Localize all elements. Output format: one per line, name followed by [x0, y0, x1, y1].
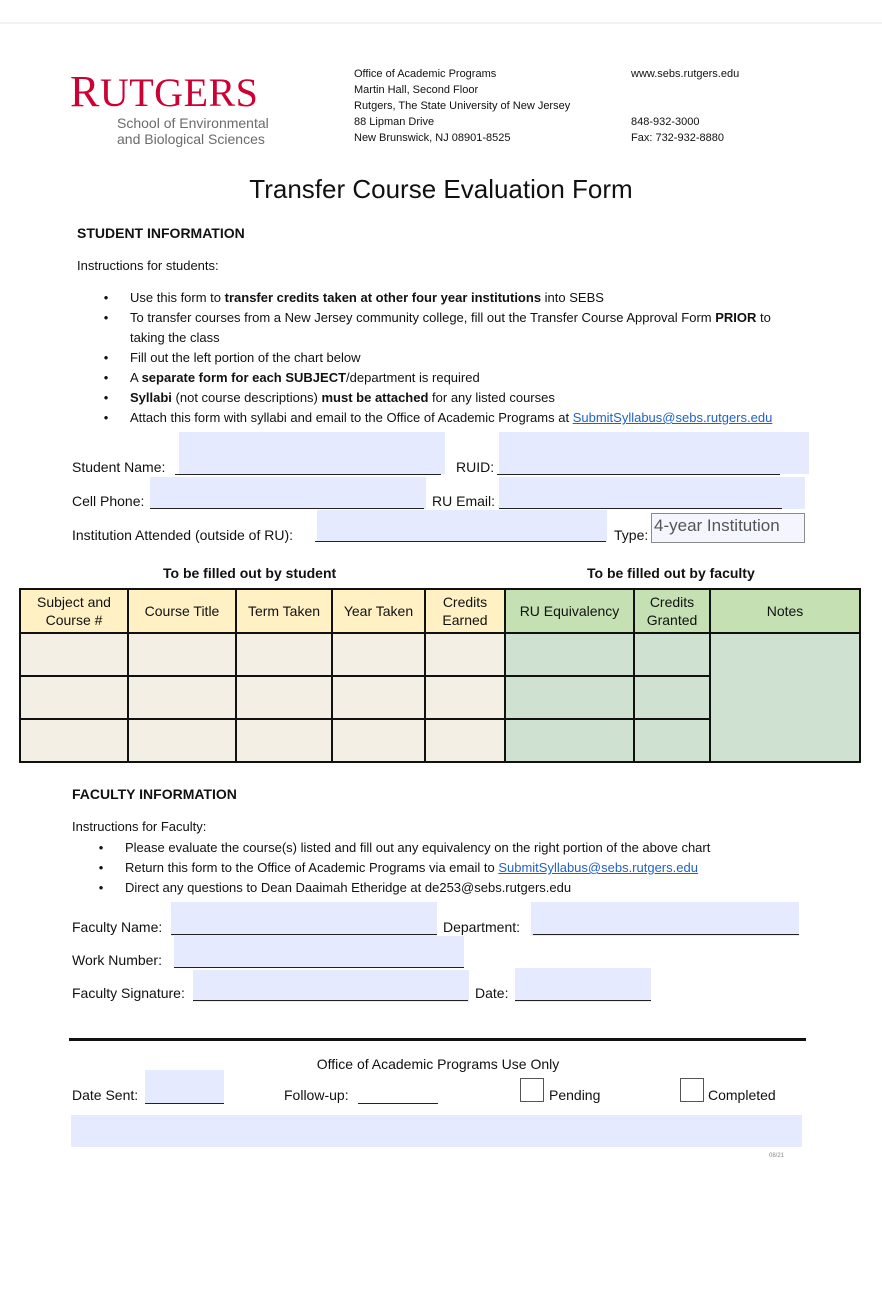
date-sent-label: Date Sent: [72, 1087, 139, 1103]
ruid-underline [497, 474, 780, 475]
student-name-label: Student Name: [72, 459, 166, 475]
department-field[interactable] [531, 902, 799, 936]
pending-checkbox[interactable] [520, 1078, 544, 1102]
term-taken-cell[interactable] [236, 676, 332, 719]
list-item: • Return this form to the Office of Academic Programs via email to SubmitSyllabus@sebs.rutgers.edu [98, 860, 698, 875]
table-row [20, 633, 860, 676]
work-number-label: Work Number: [72, 952, 162, 968]
student-name-field[interactable] [179, 432, 445, 474]
institution-field[interactable] [317, 510, 607, 542]
logo-subtitle-line: and Biological Sciences [117, 131, 265, 147]
faculty-name-label: Faculty Name: [72, 919, 163, 935]
course-title-cell[interactable] [128, 676, 236, 719]
office-notes-field[interactable] [71, 1115, 802, 1147]
office-use-heading: Office of Academic Programs Use Only [316, 1056, 560, 1072]
work-number-field[interactable] [174, 936, 464, 968]
faculty-signature-underline [193, 1000, 468, 1001]
cell-phone-underline [150, 508, 424, 509]
fax-number: Fax: 732-932-8880 [631, 132, 724, 144]
course-title-cell[interactable] [128, 719, 236, 762]
date-label: Date: [475, 985, 509, 1001]
form-version: 08/21 [769, 1153, 785, 1159]
list-item: • A separate form for each SUBJECT/department is required [103, 370, 480, 385]
subject-cell[interactable] [20, 633, 128, 676]
year-taken-cell[interactable] [332, 633, 425, 676]
table-header-row [20, 589, 860, 633]
list-item: • Attach this form with syllabi and email to the Office of Academic Programs at SubmitSyllabus@sebs.rutgers.edu [103, 410, 773, 425]
pending-label: Pending [549, 1087, 601, 1103]
page-title: Transfer Course Evaluation Form [249, 174, 633, 204]
ru-email-label: RU Email: [432, 493, 496, 509]
list-item: • Syllabi (not course descriptions) must be attached for any listed courses [103, 390, 555, 405]
faculty-instructions-list [96, 838, 836, 898]
student-instructions-list [101, 288, 821, 428]
credits-granted-cell[interactable] [634, 676, 710, 719]
address-line: Rutgers, The State University of New Jersey [354, 100, 571, 112]
date-field[interactable] [515, 968, 651, 1002]
faculty-signature-label: Faculty Signature: [72, 985, 185, 1001]
credits-granted-cell[interactable] [634, 719, 710, 762]
list-item: • To transfer courses from a New Jersey community college, fill out the Transfer Course Approval Form PRIOR to taking the class [103, 310, 771, 345]
rutgers-logo: RUTGERS [70, 67, 259, 116]
ruid-field[interactable] [499, 432, 809, 474]
completed-label: Completed [708, 1087, 776, 1103]
phone-number: 848-932-3000 [631, 116, 700, 128]
institution-underline [315, 541, 606, 542]
list-item: • Please evaluate the course(s) listed and fill out any equivalency on the right portion of the above chart [98, 840, 711, 855]
col-header-course-title: Course Title [128, 589, 236, 633]
institution-type-select[interactable]: 4-year Institution [651, 513, 805, 543]
list-item: • Fill out the left portion of the chart below [103, 350, 361, 365]
student-chart-heading: To be filled out by student [163, 565, 337, 581]
col-header-subject: Subject and Course # [20, 589, 128, 633]
submit-syllabus-email-link[interactable]: SubmitSyllabus@sebs.rutgers.edu [572, 410, 773, 425]
ru-email-underline [499, 508, 782, 509]
follow-up-underline [358, 1103, 438, 1104]
term-taken-cell[interactable] [236, 633, 332, 676]
cell-phone-label: Cell Phone: [72, 493, 145, 509]
col-header-term-taken: Term Taken [236, 589, 332, 633]
faculty-name-field[interactable] [171, 902, 437, 936]
ru-equivalency-cell[interactable] [505, 719, 634, 762]
notes-cell[interactable] [710, 633, 860, 762]
office-address [354, 66, 570, 146]
faculty-chart-heading: To be filled out by faculty [587, 565, 755, 581]
follow-up-label: Follow-up: [284, 1087, 349, 1103]
col-header-year-taken: Year Taken [332, 589, 425, 633]
subject-cell[interactable] [20, 719, 128, 762]
list-item: • Direct any questions to Dean Daaimah Etheridge at de253@sebs.rutgers.edu [98, 880, 572, 895]
ruid-label: RUID: [456, 459, 495, 475]
list-item: • Use this form to transfer credits taken at other four year institutions into SEBS [103, 290, 604, 305]
col-header-credits-earned: Credits Earned [425, 589, 505, 633]
submit-syllabus-email-link[interactable]: SubmitSyllabus@sebs.rutgers.edu [498, 860, 698, 875]
faculty-section-heading: FACULTY INFORMATION [72, 786, 237, 802]
address-line: Martin Hall, Second Floor [354, 84, 479, 96]
completed-checkbox[interactable] [680, 1078, 704, 1102]
department-label: Department: [443, 919, 521, 935]
credits-granted-cell[interactable] [634, 633, 710, 676]
faculty-instructions-label: Instructions for Faculty: [72, 819, 207, 834]
cell-phone-field[interactable] [150, 477, 426, 509]
address-line: New Brunswick, NJ 08901-8525 [354, 132, 511, 144]
work-number-underline [174, 967, 464, 968]
ru-email-field[interactable] [499, 477, 805, 509]
website: www.sebs.rutgers.edu [631, 68, 740, 80]
ru-equivalency-cell[interactable] [505, 676, 634, 719]
address-line: Office of Academic Programs [354, 68, 497, 80]
ru-equivalency-cell[interactable] [505, 633, 634, 676]
address-line: 88 Lipman Drive [354, 116, 435, 128]
year-taken-cell[interactable] [332, 719, 425, 762]
type-label: Type: [614, 527, 649, 543]
divider [69, 1038, 806, 1041]
phone-block [631, 114, 724, 146]
credits-earned-cell[interactable] [425, 633, 505, 676]
col-header-credits-granted: Credits Granted [634, 589, 710, 633]
student-section-heading: STUDENT INFORMATION [77, 225, 245, 241]
credits-earned-cell[interactable] [425, 719, 505, 762]
subject-cell[interactable] [20, 676, 128, 719]
faculty-signature-field[interactable] [193, 970, 469, 1002]
course-evaluation-table [19, 588, 861, 763]
col-header-ru-equivalency: RU Equivalency [505, 589, 634, 633]
date-sent-underline [145, 1103, 224, 1104]
year-taken-cell[interactable] [332, 676, 425, 719]
faculty-name-underline [171, 934, 437, 935]
term-taken-cell[interactable] [236, 719, 332, 762]
institution-label: Institution Attended (outside of RU): [72, 527, 294, 543]
student-name-underline [175, 474, 441, 475]
date-underline [515, 1000, 651, 1001]
department-underline [533, 934, 799, 935]
credits-earned-cell[interactable] [425, 676, 505, 719]
logo-subtitle-line: School of Environmental [117, 115, 269, 131]
date-sent-field[interactable] [145, 1070, 224, 1104]
course-title-cell[interactable] [128, 633, 236, 676]
page-top-border [0, 22, 882, 24]
logo-subtitle [117, 115, 269, 147]
student-instructions-label: Instructions for students: [77, 258, 219, 273]
col-header-notes: Notes [710, 589, 860, 633]
